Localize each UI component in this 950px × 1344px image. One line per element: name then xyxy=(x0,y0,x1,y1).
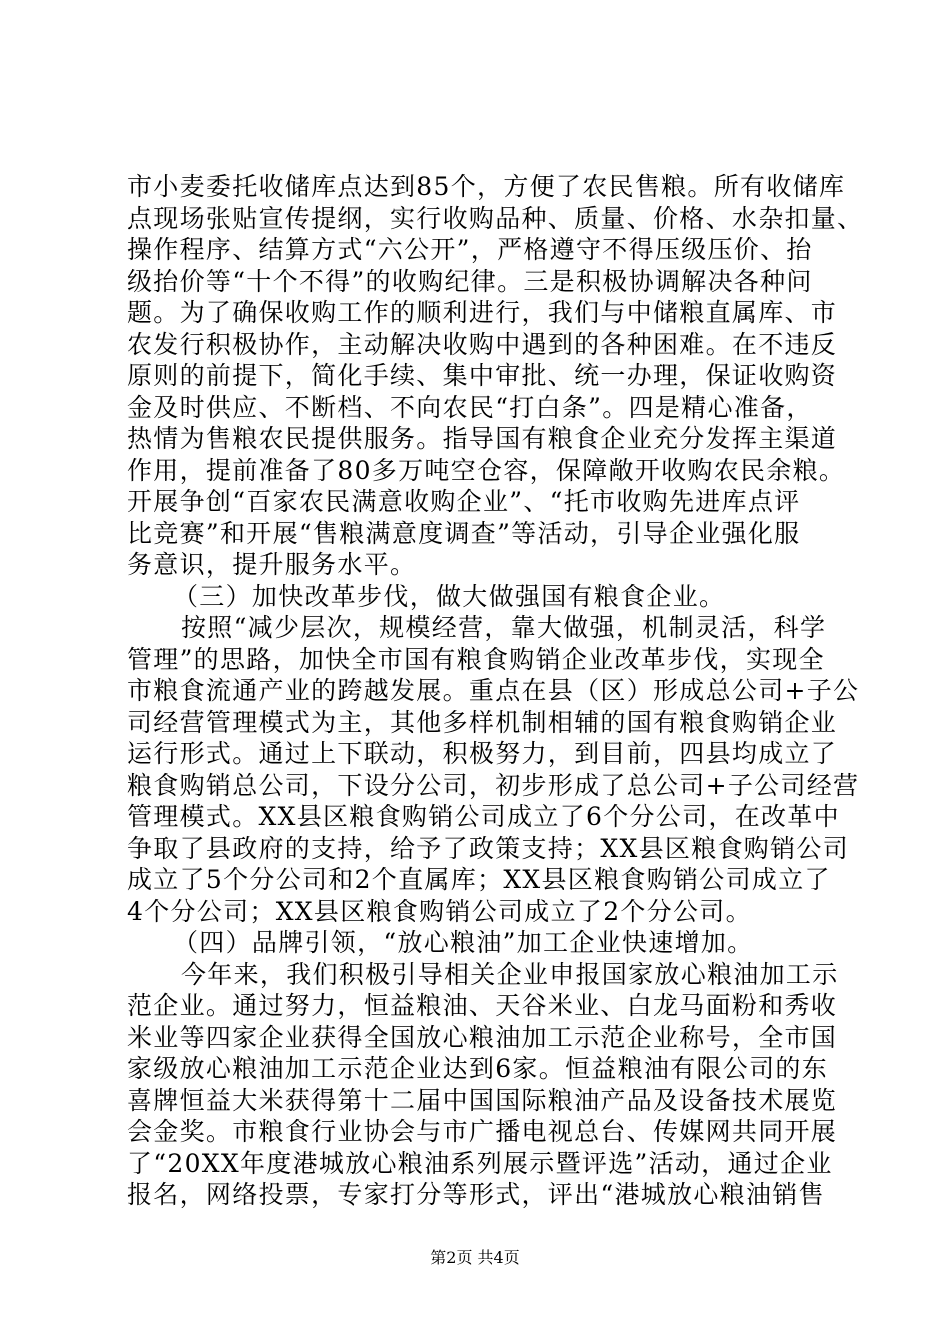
text-line: 操作程序、结算方式“六公开”，严格遵守不得压级压价、抬 xyxy=(127,235,813,264)
text-line: 粮食购销总公司，下设分公司，初步形成了总公司+子公司经营 xyxy=(127,770,860,800)
text-line: 按照“减少层次，规模经营，靠大做强，机制灵活，科学 xyxy=(181,613,827,642)
text-line: 热情为售粮农民提供服务。指导国有粮食企业充分发挥主渠道 xyxy=(127,424,838,453)
text-line: 米业等四家企业获得全国放心粮油加工示范企业称号，全市国 xyxy=(127,1022,838,1052)
text-line: 争取了县政府的支持，给予了政策支持；XX县区粮食购销公司 xyxy=(127,833,849,863)
text-line: 市小麦委托收储库点达到85个，方便了农民售粮。所有收储库 xyxy=(127,172,846,201)
page-number-footer: 第2页 共4页 xyxy=(430,1248,520,1267)
text-line: 家级放心粮油加工示范企业达到6家。恒益粮油有限公司的东 xyxy=(127,1054,829,1083)
text-line: 农发行积极协作，主动解决收购中遇到的各种困难。在不违反 xyxy=(127,329,838,359)
text-line: 运行形式。通过上下联动，积极努力，到目前，四县均成立了 xyxy=(127,739,838,768)
text-line: 了“20XX年度港城放心粮油系列展示暨评选”活动，通过企业 xyxy=(127,1148,833,1178)
text-line: 原则的前提下，简化手续、集中审批、统一办理，保证收购资 xyxy=(127,361,838,390)
text-line: 务意识，提升服务水平。 xyxy=(127,550,417,579)
text-line: 管理”的思路，加快全市国有粮食购销企业改革步伐，实现全 xyxy=(127,644,825,674)
text-line: 作用，提前准备了80多万吨空仓容，保障敞开收购农民余粮。 xyxy=(127,455,846,485)
text-line: 题。为了确保收购工作的顺利进行，我们与中储粮直属库、市 xyxy=(127,298,838,327)
text-line: 4个分公司；XX县区粮食购销公司成立了2个分公司。 xyxy=(127,896,752,926)
section-heading: （四）品牌引领，“放心粮油”加工企业快速增加。 xyxy=(173,928,754,957)
text-line: 今年来，我们积极引导相关企业申报国家放心粮油加工示 xyxy=(181,959,839,989)
text-line: 成立了5个分公司和2个直属库；XX县区粮食购销公司成立了 xyxy=(127,865,831,894)
text-line: 范企业。通过努力，恒益粮油、天谷米业、白龙马面粉和秀收 xyxy=(127,991,838,1020)
text-line: 管理模式。XX县区粮食购销公司成立了6个分公司，在改革中 xyxy=(127,802,840,831)
document-body xyxy=(127,171,864,1211)
text-line: 金及时供应、不断档、不向农民“打白条”。四是精心准备， xyxy=(127,392,813,422)
text-line: 点现场张贴宣传提纲，实行收购品种、质量、价格、水杂扣量、 xyxy=(127,203,864,233)
text-line: 会金奖。市粮食行业协会与市广播电视总台、传媒网共同开展 xyxy=(127,1117,838,1146)
text-line: 开展争创“百家农民满意收购企业”、“托市收购先进库点评 xyxy=(127,487,801,516)
text-line: 喜牌恒益大米获得第十二届中国国际粮油产品及设备技术展览 xyxy=(127,1085,838,1115)
text-line: 市粮食流通产业的跨越发展。重点在县（区）形成总公司+子公 xyxy=(127,676,860,705)
section-heading: （三）加快改革步伐，做大做强国有粮食企业。 xyxy=(173,581,726,611)
text-line: 司经营管理模式为主，其他多样机制相辅的国有粮食购销企业 xyxy=(127,707,838,737)
text-line: 报名，网络投票，专家打分等形式，评出“港城放心粮油销售 xyxy=(127,1180,825,1209)
text-line: 级抬价等“十个不得”的收购纪律。三是积极协调解决各种问 xyxy=(127,266,813,296)
text-line: 比竞赛”和开展“售粮满意度调查”等活动，引导企业强化服 xyxy=(127,518,801,548)
